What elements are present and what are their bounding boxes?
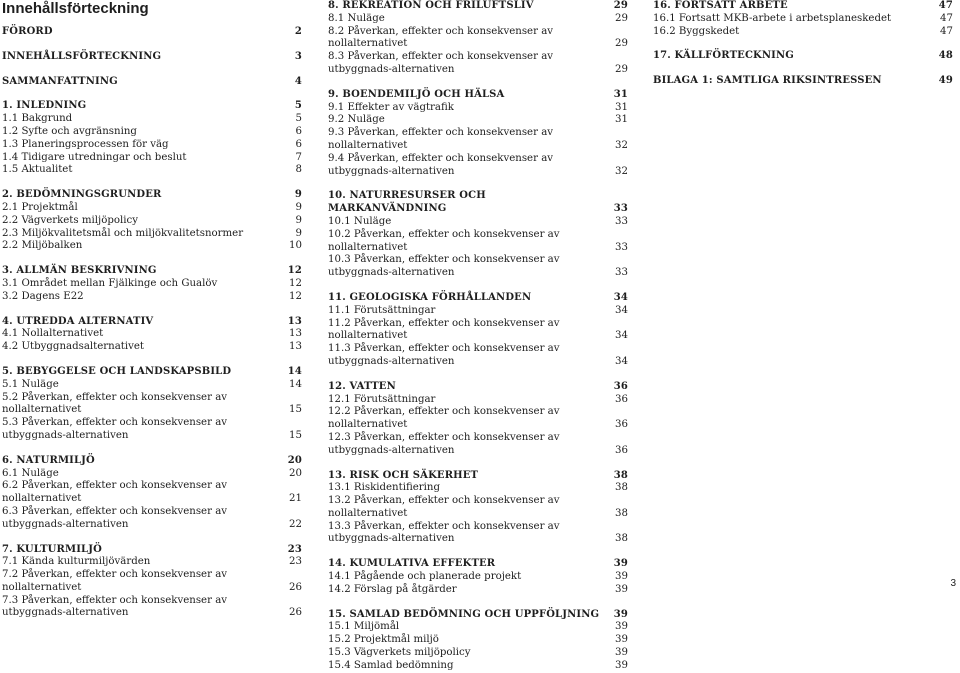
toc-entry-page: 39 (613, 608, 628, 620)
toc-entry-title: 16. FORTSATT ARBETE (653, 0, 788, 11)
toc-entry-title: 15.4 Samlad bedömning (328, 659, 454, 671)
toc-entry[interactable] (2, 164, 302, 177)
toc-column-1 (2, 0, 302, 620)
toc-entry[interactable] (2, 379, 302, 392)
toc-entry-title: 12. VATTEN (328, 380, 396, 392)
toc-entry-title: 9. BOENDEMILJÖ OCH HÄLSA (328, 88, 505, 100)
section-gap (653, 38, 953, 50)
toc-entry-title: 7.2 Påverkan, effekter och konsekvenser av nollalternativet (2, 569, 228, 593)
toc-entry-title: 2.2 Vägverkets miljöpolicy (2, 214, 138, 226)
toc-entry-title: 11.3 Påverkan, effekter och konsekvenser av utbyggnads-alternativen (328, 343, 560, 367)
toc-entry-page: 38 (615, 533, 628, 545)
toc-entry[interactable] (328, 571, 628, 584)
toc-entry-title: 4. UTREDDA ALTERNATIV (2, 315, 154, 327)
toc-entry-page: 39 (615, 571, 628, 583)
toc-entry-title: 12.1 Förutsättningar (328, 393, 436, 405)
toc-entry[interactable] (653, 13, 953, 26)
toc-entry[interactable] (2, 202, 302, 215)
toc-entry-page: 15 (289, 404, 302, 416)
toc-entry[interactable] (328, 102, 628, 115)
toc-entry-title: 2. BEDÖMNINGSGRUNDER (2, 189, 162, 201)
toc-entry[interactable] (328, 343, 628, 369)
toc-entry[interactable] (328, 216, 628, 229)
toc-entry-page: 36 (613, 380, 628, 392)
toc-entry[interactable] (328, 432, 628, 458)
toc-entry-title: 1.1 Bakgrund (2, 113, 73, 125)
toc-entry-title: 5.3 Påverkan, effekter och konsekvenser av utbyggnads-alternativen (2, 417, 228, 441)
toc-entry-page: 39 (615, 621, 628, 633)
toc-entry-page: 34 (615, 330, 628, 342)
toc-entry[interactable] (328, 482, 628, 495)
section-gap (2, 354, 302, 366)
toc-entry-title: 14.2 Förslag på åtgärder (328, 583, 457, 595)
toc-section-heading[interactable] (2, 265, 302, 278)
toc-entry[interactable] (328, 647, 628, 660)
toc-entry-title: 1.2 Syfte och avgränsning (2, 125, 137, 137)
toc-entry[interactable] (328, 318, 628, 344)
toc-entry[interactable] (653, 26, 953, 39)
toc-entry-title: 10. NATURRESURSER OCH MARKANVÄNDNING (328, 190, 486, 215)
toc-entry-title: 6.1 Nuläge (2, 467, 59, 479)
toc-entry[interactable] (328, 114, 628, 127)
toc-entry-title: 12.2 Påverkan, effekter och konsekvenser av nollalternativet (328, 406, 560, 431)
toc-entry-title: INNEHÅLLSFÖRTECKNING (2, 50, 162, 62)
toc-entry-page: 31 (613, 88, 628, 100)
toc-entry[interactable] (2, 291, 302, 304)
toc-entry-title: 12.3 Påverkan, effekter och konsekvenser av utbyggnads-alternativen (328, 431, 560, 456)
toc-entry-title: 6. NATURMILJÖ (2, 454, 95, 466)
toc-entry-title: 8.1 Nuläge (328, 12, 385, 24)
toc-entry-page: 8 (295, 164, 302, 176)
section-gap (2, 253, 302, 265)
toc-section-heading[interactable] (2, 189, 302, 202)
toc-entry[interactable] (2, 139, 302, 152)
toc-entry-page: 12 (289, 290, 302, 302)
toc-entry-title: 3. ALLMÄN BESKRIVNING (2, 265, 157, 277)
section-gap (328, 280, 628, 292)
toc-entry-page: 9 (295, 227, 302, 239)
toc-entry[interactable] (2, 278, 302, 291)
section-gap (328, 597, 628, 609)
toc-entry-page: 9 (295, 214, 302, 226)
toc-entry[interactable] (2, 113, 302, 126)
toc-entry[interactable] (328, 153, 628, 179)
toc-entry-page: 33 (615, 267, 628, 279)
toc-entry-title: BILAGA 1: SAMTLIGA RIKSINTRESSEN (653, 75, 882, 87)
toc-entry-page: 26 (289, 581, 302, 593)
toc-entry[interactable] (328, 26, 628, 52)
toc-entry-title: 7.3 Påverkan, effekter och konsekvenser av utbyggnads-alternativen (2, 594, 228, 619)
toc-entry-page: 10 (289, 240, 302, 252)
toc-entry-title: 11. GEOLOGISKA FÖRHÅLLANDEN (328, 291, 532, 303)
toc-section-heading[interactable] (653, 0, 953, 13)
toc-entry[interactable] (2, 468, 302, 481)
toc-list (2, 26, 302, 620)
section-gap (2, 177, 302, 189)
toc-section-heading[interactable] (328, 190, 628, 216)
toc-section-heading[interactable] (328, 89, 628, 102)
toc-section-heading[interactable] (2, 100, 302, 113)
toc-entry-title: 6.3 Påverkan, effekter och konsekvenser av utbyggnads-alternativen (2, 505, 228, 530)
toc-entry-page: 33 (615, 215, 628, 227)
toc-entry-page: 14 (287, 365, 302, 377)
page-number: 3 (950, 578, 956, 589)
toc-entry-page: 32 (615, 165, 628, 177)
toc-entry-page: 39 (615, 659, 628, 671)
toc-entry[interactable] (2, 152, 302, 165)
toc-entry-page: 12 (289, 277, 302, 289)
toc-entry-title: 8. REKREATION OCH FRILUFTSLIV (328, 0, 534, 11)
toc-entry[interactable] (328, 229, 628, 255)
toc-entry-title: 8.3 Påverkan, effekter och konsekvenser av utbyggnads-alternativen (328, 51, 554, 75)
toc-section-heading[interactable] (2, 26, 302, 39)
toc-entry-title: 16.2 Byggskedet (653, 25, 740, 37)
toc-entry-title: 2.3 Miljökvalitetsmål och miljökvalitetsnormer (2, 227, 244, 239)
toc-entry[interactable] (328, 51, 628, 77)
toc-entry-page: 48 (938, 50, 953, 62)
toc-entry-title: 3.1 Området mellan Fjälkinge och Gualöv (2, 277, 218, 289)
toc-entry-title: 4.1 Nollalternativet (2, 328, 104, 340)
toc-entry[interactable] (2, 126, 302, 139)
toc-entry-title: SAMMANFATTNING (2, 75, 118, 87)
toc-entry-page: 32 (615, 139, 628, 151)
toc-entry-title: FÖRORD (2, 26, 53, 37)
toc-entry[interactable] (328, 660, 628, 673)
toc-entry-page: 9 (295, 201, 302, 213)
toc-entry-page: 36 (615, 419, 628, 431)
toc-entry-page: 33 (615, 241, 628, 253)
toc-entry-title: 6.2 Påverkan, effekter och konsekvenser av nollalternativet (2, 480, 228, 505)
toc-entry-title: 1.4 Tidigare utredningar och beslut (2, 151, 187, 163)
toc-section-heading[interactable] (653, 50, 953, 63)
toc-entry-title: 8.2 Påverkan, effekter och konsekvenser av nollalternativet (328, 25, 554, 50)
toc-section-heading[interactable] (328, 381, 628, 394)
toc-entry-page: 7 (295, 151, 302, 163)
toc-entry-title: 7. KULTURMILJÖ (2, 543, 102, 555)
toc-entry-page: 5 (295, 113, 302, 125)
toc-entry[interactable] (328, 406, 628, 432)
toc-entry-title: 5.2 Påverkan, effekter och konsekvenser av nollalternativet (2, 391, 228, 416)
toc-entry[interactable] (328, 127, 628, 153)
toc-entry-title: 1.3 Planeringsprocessen för väg (2, 138, 169, 150)
toc-entry-page: 36 (615, 393, 628, 405)
toc-entry-page: 33 (613, 203, 628, 215)
toc-entry-page: 22 (289, 518, 302, 530)
toc-column-3 (653, 0, 953, 88)
section-gap (2, 443, 302, 455)
toc-entry-page: 15 (289, 429, 302, 441)
toc-entry-title: 15.1 Miljömål (328, 621, 400, 633)
toc-entry-page: 29 (615, 12, 628, 24)
toc-entry[interactable] (328, 521, 628, 547)
toc-section-heading[interactable] (2, 544, 302, 557)
toc-entry-title: 13.1 Riskidentifiering (328, 482, 441, 494)
toc-column-2 (328, 0, 628, 673)
toc-entry-page: 3 (294, 50, 302, 62)
toc-entry-title: 7.1 Kända kulturmiljövärden (2, 556, 151, 568)
toc-entry-page: 39 (613, 558, 628, 570)
toc-entry-title: 11.2 Påverkan, effekter och konsekvenser av nollalternativet (328, 317, 560, 342)
toc-section-heading[interactable] (328, 470, 628, 483)
section-gap (328, 546, 628, 558)
toc-entry-page: 23 (287, 543, 302, 555)
toc-entry-page: 49 (938, 75, 953, 87)
toc-entry-page: 34 (615, 355, 628, 367)
section-gap (2, 304, 302, 316)
toc-entry-title: 15.3 Vägverkets miljöpolicy (328, 647, 471, 659)
toc-entry-page: 21 (289, 493, 302, 505)
toc-entry-page: 47 (940, 12, 953, 24)
section-gap (2, 532, 302, 544)
toc-entry-page: 31 (615, 101, 628, 113)
toc-entry-title: 15. SAMLAD BEDÖMNING OCH UPPFÖLJNING (328, 608, 600, 620)
toc-entry-page: 12 (287, 265, 302, 277)
toc-entry-page: 9 (294, 189, 302, 201)
toc-entry-page: 39 (615, 634, 628, 646)
toc-entry[interactable] (328, 305, 628, 318)
toc-entry-title: 1. INLEDNING (2, 100, 87, 112)
toc-entry-title: 14.1 Pågående och planerade projekt (328, 571, 522, 583)
toc-section-heading[interactable] (2, 76, 302, 89)
toc-entry[interactable] (2, 228, 302, 241)
section-gap (328, 77, 628, 89)
toc-entry-page: 13 (289, 328, 302, 340)
section-gap (328, 178, 628, 190)
toc-section-heading[interactable] (2, 51, 302, 64)
toc-entry-page: 20 (289, 467, 302, 479)
section-gap (653, 63, 953, 75)
toc-section-heading[interactable] (653, 75, 953, 88)
toc-entry[interactable] (2, 569, 302, 595)
toc-entry-page: 5 (294, 100, 302, 112)
toc-entry-page: 6 (295, 138, 302, 150)
toc-entry-title: 11.1 Förutsättningar (328, 304, 436, 316)
toc-entry[interactable] (328, 621, 628, 634)
toc-entry-page: 39 (615, 583, 628, 595)
toc-entry[interactable] (328, 495, 628, 521)
toc-entry-title: 17. KÄLLFÖRTECKNING (653, 50, 794, 62)
toc-entry-page: 34 (613, 291, 628, 303)
toc-entry-title: 10.3 Påverkan, effekter och konsekvenser av utbyggnads-alternativen (328, 254, 560, 279)
toc-entry-title: 9.2 Nuläge (328, 114, 385, 126)
toc-entry-page: 14 (289, 378, 302, 390)
toc-section-heading[interactable] (2, 316, 302, 329)
toc-section-heading[interactable] (2, 455, 302, 468)
toc-list (653, 0, 953, 88)
toc-entry-title: 13.2 Påverkan, effekter och konsekvenser av nollalternativet (328, 495, 560, 519)
toc-entry-page: 4 (294, 75, 302, 87)
toc-entry-title: 9.3 Påverkan, effekter och konsekvenser av nollalternativet (328, 127, 554, 151)
section-gap (328, 458, 628, 470)
toc-entry-page: 38 (615, 482, 628, 494)
section-gap (2, 88, 302, 100)
toc-entry[interactable] (2, 556, 302, 569)
toc-entry[interactable] (2, 595, 302, 621)
toc-entry[interactable] (328, 394, 628, 407)
toc-entry-page: 47 (940, 25, 953, 37)
toc-entry-title: 2.1 Projektmål (2, 201, 78, 213)
toc-entry[interactable] (2, 506, 302, 532)
toc-entry-title: 13.3 Påverkan, effekter och konsekvenser av utbyggnads-alternativen (328, 520, 560, 545)
toc-entry[interactable] (328, 13, 628, 26)
toc-entry[interactable] (2, 480, 302, 506)
toc-entry[interactable] (328, 254, 628, 280)
toc-entry-title: 10.1 Nuläge (328, 215, 392, 227)
toc-entry[interactable] (2, 417, 302, 443)
toc-list (328, 0, 628, 673)
toc-entry-title: 10.2 Påverkan, effekter och konsekvenser av nollalternativet (328, 228, 560, 253)
toc-entry-title: 2.2 Miljöbalken (2, 240, 83, 252)
toc-entry-page: 26 (289, 607, 302, 619)
toc-entry-title: 3.2 Dagens E22 (2, 290, 84, 302)
toc-section-heading[interactable] (328, 0, 628, 13)
section-gap (2, 64, 302, 76)
section-gap (328, 369, 628, 381)
page-title: Innehållsförteckning (2, 0, 149, 17)
toc-entry[interactable] (328, 634, 628, 647)
toc-entry-title: 15.2 Projektmål miljö (328, 634, 439, 646)
toc-entry-page: 6 (295, 125, 302, 137)
toc-entry-title: 4.2 Utbyggnadsalternativet (2, 341, 145, 353)
toc-entry-title: 9.4 Påverkan, effekter och konsekvenser av utbyggnads-alternativen (328, 152, 554, 177)
toc-entry-title: 5. BEBYGGELSE OCH LANDSKAPSBILD (2, 365, 232, 377)
toc-entry-page: 29 (615, 63, 628, 75)
toc-entry-title: 13. RISK OCH SÄKERHET (328, 469, 479, 481)
toc-entry-page: 29 (613, 0, 628, 11)
toc-entry-title: 16.1 Fortsatt MKB-arbete i arbetsplaneskedet (653, 12, 892, 24)
toc-section-heading[interactable] (328, 558, 628, 571)
toc-entry-page: 34 (615, 304, 628, 316)
toc-entry-page: 23 (289, 556, 302, 568)
toc-section-heading[interactable] (328, 292, 628, 305)
toc-section-heading[interactable] (328, 609, 628, 622)
toc-entry-page: 38 (613, 469, 628, 481)
toc-entry-title: 9.1 Effekter av vägtrafik (328, 101, 454, 113)
toc-entry[interactable] (2, 215, 302, 228)
toc-entry[interactable] (2, 341, 302, 354)
toc-entry-page: 31 (615, 114, 628, 126)
toc-entry-title: 5.1 Nuläge (2, 378, 59, 390)
toc-entry[interactable] (2, 392, 302, 418)
toc-entry-page: 2 (294, 26, 302, 37)
toc-entry-page: 20 (287, 454, 302, 466)
toc-entry-page: 47 (938, 0, 953, 11)
toc-entry-page: 13 (289, 341, 302, 353)
toc-entry-page: 38 (615, 507, 628, 519)
toc-entry-page: 39 (615, 647, 628, 659)
toc-entry-title: 1.5 Aktualitet (2, 164, 73, 176)
toc-entry[interactable] (2, 328, 302, 341)
toc-entry-page: 13 (287, 315, 302, 327)
toc-entry-page: 36 (615, 444, 628, 456)
section-gap (2, 39, 302, 51)
toc-entry-title: 14. KUMULATIVA EFFEKTER (328, 558, 496, 570)
toc-entry[interactable] (2, 240, 302, 253)
toc-entry-page: 29 (615, 38, 628, 50)
toc-section-heading[interactable] (2, 366, 302, 379)
